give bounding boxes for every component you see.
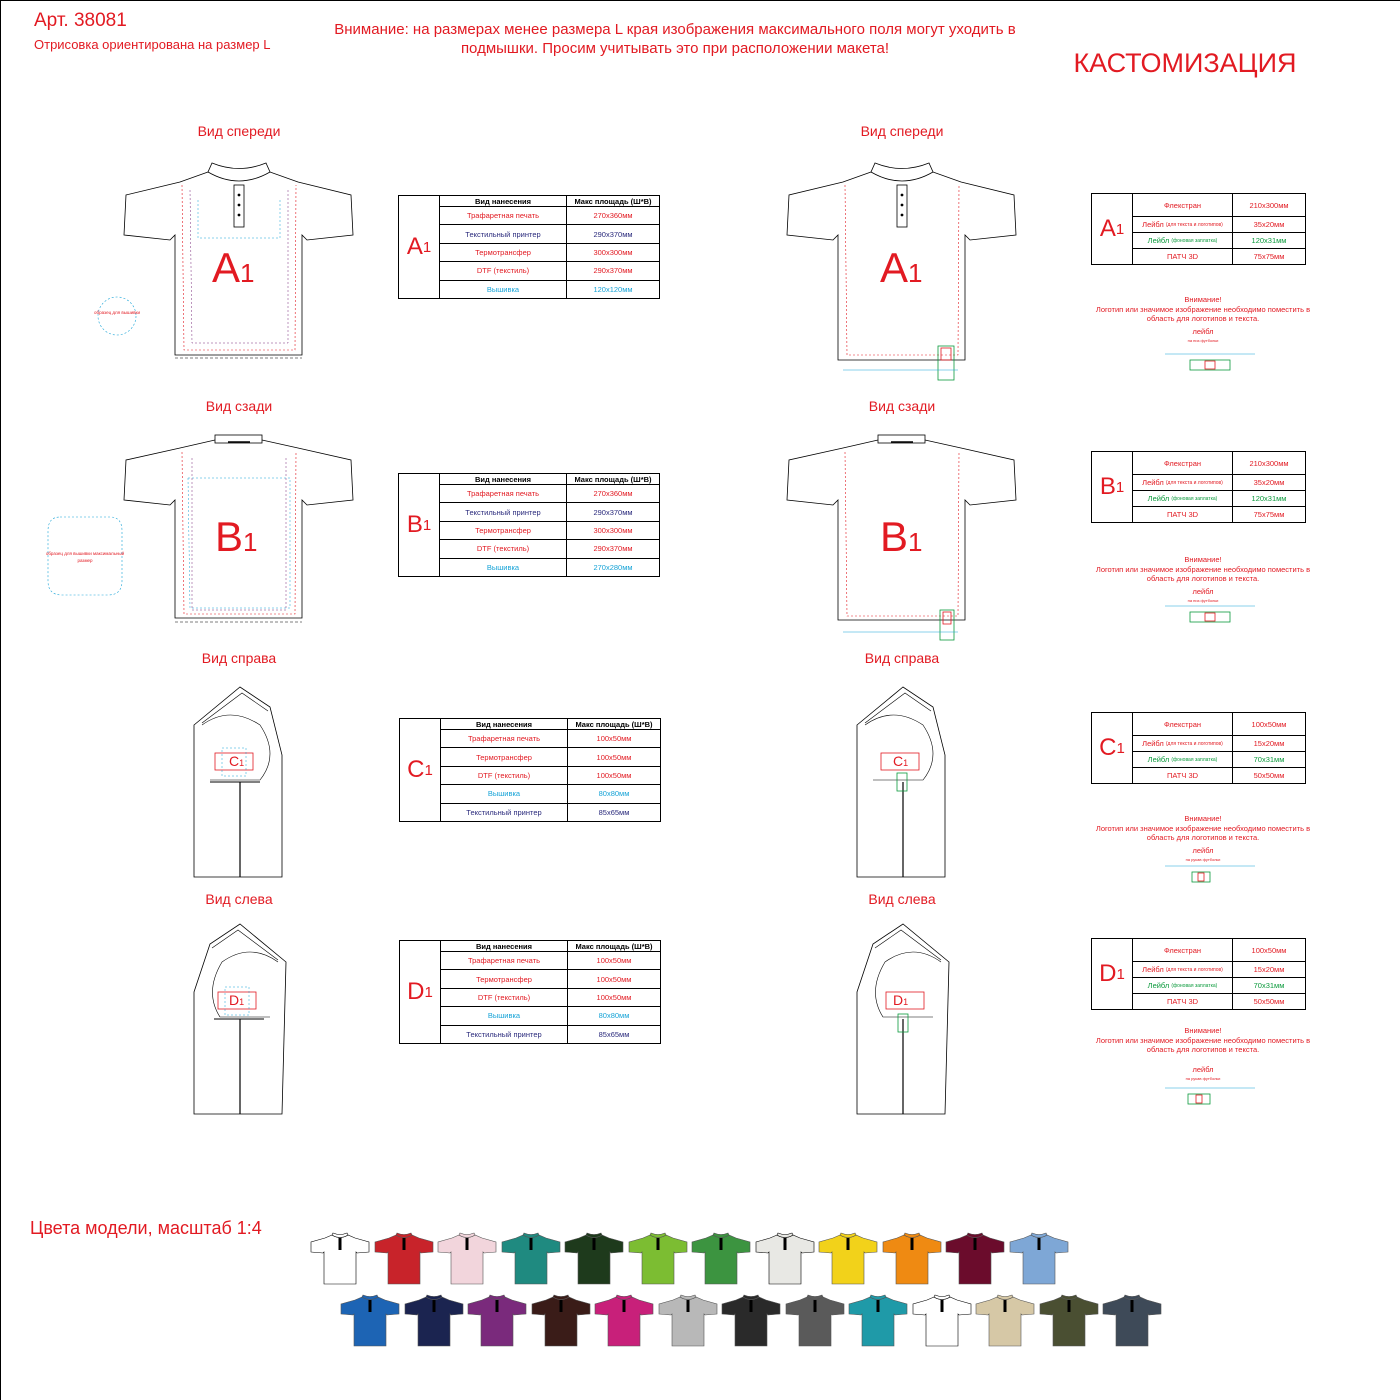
method-table-d-zone: D 1 <box>400 941 441 1043</box>
table-header: Вид нанесения Макс площадь (Ш*В) <box>440 474 659 485</box>
color-swatch[interactable] <box>785 1294 845 1349</box>
table-row: DTF (текстиль) 100х50мм <box>441 989 660 1007</box>
table-row: Текстильный принтер 85х65мм <box>441 804 660 821</box>
table-row: Текстильный принтер 290х370мм <box>440 503 659 521</box>
color-swatch[interactable] <box>1102 1294 1162 1349</box>
method-table-d <box>399 940 661 1044</box>
table-row: DTF (текстиль) 290х370мм <box>440 540 659 558</box>
back-view-title: Вид сзади <box>205 398 273 414</box>
table-row: Лейбл (для текста и логотипов) 35х20мм <box>1133 475 1305 491</box>
label-diagram-a <box>1160 348 1260 373</box>
color-swatch[interactable] <box>848 1294 908 1349</box>
method-table-a <box>398 195 660 299</box>
color-swatch[interactable] <box>1009 1232 1069 1287</box>
zone-a-label-front: A1 <box>212 244 255 291</box>
color-swatch[interactable] <box>374 1232 434 1287</box>
custom-table-c <box>1091 712 1306 784</box>
color-swatch[interactable] <box>975 1294 1035 1349</box>
size-warning: Внимание: на размерах менее размера L края изображения максимального поля могут уходить в подмышки. Просим учитывать это при расположении макета! <box>334 21 1016 57</box>
right-side-shirt-drawing <box>190 685 290 880</box>
table-row: ПАТЧ 3D 75х75мм <box>1133 249 1305 264</box>
orientation-note: Отрисовка ориентирована на размер L <box>34 37 271 52</box>
front-view-title: Вид спереди <box>197 123 281 139</box>
table-row: Флекстран 100х50мм <box>1133 713 1305 736</box>
color-swatch[interactable] <box>1039 1294 1099 1349</box>
table-header: Вид нанесения Макс площадь (Ш*В) <box>441 719 660 730</box>
label-diagram-d <box>1160 1082 1260 1107</box>
left-view-title-custom: Вид слева <box>868 891 936 907</box>
custom-table-d-zone: D 1 <box>1092 939 1133 1009</box>
table-row: ПАТЧ 3D 50х50мм <box>1133 768 1305 783</box>
table-row: Вышивка 270х280мм <box>440 559 659 576</box>
zone-c-label-custom: C1 <box>893 753 909 769</box>
table-row: Вышивка 80х80мм <box>441 785 660 803</box>
colors-title: Цвета модели, масштаб 1:4 <box>30 1218 262 1238</box>
color-swatch[interactable] <box>531 1294 591 1349</box>
notice-c: Внимание! Логотип или значимое изображение необходимо поместить в область для логотипов и текста. лейбл на рукав футболки <box>1095 814 1311 862</box>
custom-left-side-drawing <box>853 922 953 1117</box>
custom-table-d <box>1091 938 1306 1010</box>
table-row: DTF (текстиль) 100х50мм <box>441 767 660 785</box>
table-row: Термотрансфер 100х50мм <box>441 748 660 766</box>
table-row: Лейбл (для текста и логотипов) 35х20мм <box>1133 217 1305 233</box>
table-row: Термотрансфер 300х300мм <box>440 522 659 540</box>
color-swatch[interactable] <box>818 1232 878 1287</box>
article-number: Арт. 38081 <box>34 10 127 31</box>
zone-d-label-custom: D1 <box>893 992 909 1008</box>
method-table-b <box>398 473 660 577</box>
table-row: Лейбл (фоновая заплатка) 120х31мм <box>1133 233 1305 249</box>
table-header: Вид нанесения Макс площадь (Ш*В) <box>440 196 659 207</box>
table-row: Трафаретная печать 270х360мм <box>440 207 659 225</box>
color-swatch[interactable] <box>882 1232 942 1287</box>
zone-b-label-back: B1 <box>215 513 258 560</box>
zone-c-label-left: C1 <box>229 753 245 769</box>
label-diagram-b <box>1160 600 1260 625</box>
table-row: Флекстран 210х300мм <box>1133 452 1305 475</box>
table-row: Текстильный принтер 290х370мм <box>440 225 659 243</box>
table-row: Лейбл (для текста и логотипов) 15х20мм <box>1133 736 1305 752</box>
embroidery-sample-label: образец для вышивки <box>94 310 140 315</box>
custom-table-a <box>1091 193 1306 265</box>
color-swatch[interactable] <box>628 1232 688 1287</box>
custom-right-side-drawing <box>853 685 953 880</box>
color-swatch[interactable] <box>340 1294 400 1349</box>
right-view-title: Вид справа <box>201 650 277 666</box>
table-row: DTF (текстиль) 290х370мм <box>440 262 659 280</box>
color-swatch[interactable] <box>437 1232 497 1287</box>
method-table-c <box>399 718 661 822</box>
table-header: Вид нанесения Макс площадь (Ш*В) <box>441 941 660 952</box>
custom-table-a-zone: A 1 <box>1092 194 1133 264</box>
color-swatch[interactable] <box>404 1294 464 1349</box>
custom-table-c-zone: C 1 <box>1092 713 1133 783</box>
table-row: Лейбл (фоновая заплатка) 120х31мм <box>1133 491 1305 507</box>
table-row: Лейбл (фоновая заплатка) 70х31мм <box>1133 752 1305 768</box>
label-diagram-c <box>1160 860 1260 885</box>
right-view-title-custom: Вид справа <box>864 650 940 666</box>
color-swatch[interactable] <box>721 1294 781 1349</box>
table-row: Текстильный принтер 85х65мм <box>441 1026 660 1043</box>
color-swatch[interactable] <box>564 1232 624 1287</box>
color-swatch[interactable] <box>594 1294 654 1349</box>
customization-heading: КАСТОМИЗАЦИЯ <box>1073 48 1297 78</box>
back-view-title-custom: Вид сзади <box>868 398 936 414</box>
left-view-title: Вид слева <box>205 891 273 907</box>
method-table-a-zone: A 1 <box>399 196 440 298</box>
table-row: Термотрансфер 100х50мм <box>441 970 660 988</box>
zone-b-label-custom: B1 <box>880 513 923 560</box>
custom-table-b-zone: B 1 <box>1092 452 1133 522</box>
table-row: Вышивка 80х80мм <box>441 1007 660 1025</box>
table-row: Вышивка 120х120мм <box>440 281 659 298</box>
table-row: ПАТЧ 3D 75х75мм <box>1133 507 1305 522</box>
custom-table-b <box>1091 451 1306 523</box>
color-swatch[interactable] <box>945 1232 1005 1287</box>
table-row: Трафаретная печать 270х360мм <box>440 485 659 503</box>
notice-b: Внимание! Логотип или значимое изображение необходимо поместить в область для логотипов и текста. лейбл на низ футболки <box>1095 555 1311 603</box>
notice-d: Внимание! Логотип или значимое изображение необходимо поместить в область для логотипов и текста. лейбл на рукав футболки <box>1095 1026 1311 1081</box>
zone-a-label-custom: A1 <box>880 244 923 291</box>
color-swatch[interactable] <box>501 1232 561 1287</box>
table-row: Трафаретная печать 100х50мм <box>441 952 660 970</box>
table-row: Флекстран 210х300мм <box>1133 194 1305 217</box>
table-row: Лейбл (фоновая заплатка) 70х31мм <box>1133 978 1305 994</box>
color-swatch[interactable] <box>691 1232 751 1287</box>
front-view-title-custom: Вид спереди <box>860 123 944 139</box>
table-row: Термотрансфер 300х300мм <box>440 244 659 262</box>
color-swatch[interactable] <box>467 1294 527 1349</box>
color-swatch[interactable] <box>658 1294 718 1349</box>
color-swatch[interactable] <box>755 1232 815 1287</box>
notice-a: Внимание! Логотип или значимое изображение необходимо поместить в область для логотипов и текста. лейбл на низ футболки <box>1095 295 1311 343</box>
left-side-shirt-drawing <box>190 922 290 1117</box>
embroidery-sample-circle <box>97 296 137 336</box>
zone-d-label-left: D1 <box>229 992 245 1008</box>
method-table-b-zone: B 1 <box>399 474 440 576</box>
table-row: ПАТЧ 3D 50х50мм <box>1133 994 1305 1009</box>
color-swatch[interactable] <box>912 1294 972 1349</box>
method-table-c-zone: C 1 <box>400 719 441 821</box>
table-row: Лейбл (для текста и логотипов) 15х20мм <box>1133 962 1305 978</box>
color-swatch[interactable] <box>310 1232 370 1287</box>
table-row: Трафаретная печать 100х50мм <box>441 730 660 748</box>
table-row: Флекстран 100х50мм <box>1133 939 1305 962</box>
embroidery-max-sample-label: образец для вышивки максимальный размер <box>45 551 125 563</box>
